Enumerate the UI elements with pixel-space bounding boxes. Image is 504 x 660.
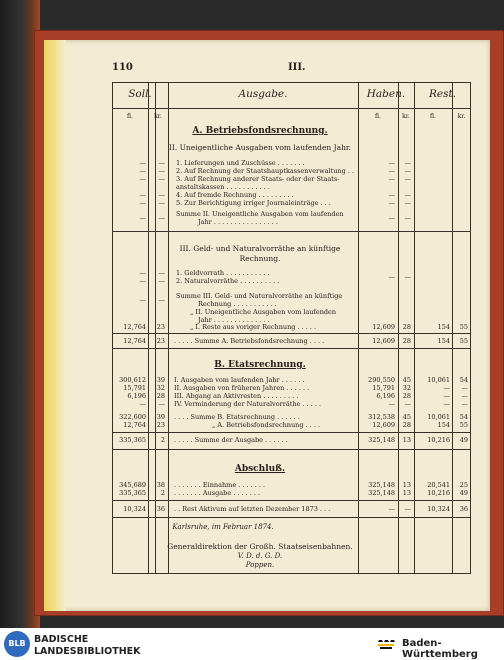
sum-iii-habenkr: 28 — [402, 323, 411, 331]
ledger-row-restkr: — — [461, 384, 468, 392]
sum-b-a-haben: 12,609 — [372, 421, 395, 429]
unit-fl: fl. — [127, 113, 133, 120]
ledger-row-text: III. Abgang an Aktivresten . . . . . . . . . — [174, 392, 299, 400]
ledger-item-habenkr: — — [404, 159, 411, 167]
row-rule — [112, 500, 471, 501]
sum-ii-soll: — — [139, 214, 146, 222]
sum-b-a-soll: 12,764 — [123, 421, 146, 429]
row-rule — [112, 517, 471, 518]
ledger-item-sollkr: — — [158, 175, 165, 183]
sum-b-a-label: „ A. Betriebsfondsrechnung . . . . — [212, 421, 321, 429]
einnahme-rest: 20,541 — [427, 481, 450, 489]
iii-item: 1. Geldvorrath . . . . . . . . . . . — [176, 269, 270, 277]
einnahme-sollkr: 38 — [156, 481, 165, 489]
ledger-row-rest: — — [443, 400, 450, 408]
dash: — — [404, 505, 411, 513]
sum-ii-sollkr: — — [158, 214, 165, 222]
ausgabe-soll: 335,365 — [119, 489, 146, 497]
ledger-item-text: anstaltskassen . . . . . . . . . . . — [176, 183, 270, 191]
row-rule — [112, 333, 471, 334]
total-soll: 335,365 — [119, 436, 146, 444]
ledger-item-haben: — — [388, 159, 395, 167]
ledger-item-haben: — — [388, 199, 395, 207]
ledger-item-text: 3. Auf Rechnung anderer Staats- oder der Staats- — [176, 175, 340, 183]
sign-line1: V. D. d. G. D. — [237, 552, 283, 560]
ledger-item-text: 4. Auf fremde Rechnung . . . . . . . . . — [176, 191, 294, 199]
sum-iii-label: Jahr . . . . . . . . . . . . . . — [198, 316, 270, 324]
sum-a-sollkr: 23 — [156, 337, 165, 345]
ledger-row-sollkr: 39 — [156, 376, 165, 384]
sum-ii-label: Summe II. Uneigentliche Ausgaben vom laufenden — [176, 210, 344, 218]
ledger-row-soll: 300,612 — [119, 376, 146, 384]
col-head-soll: Soll. — [128, 88, 152, 100]
ledger-row-soll: 6,196 — [127, 392, 146, 400]
ledger-item-text: 2. Auf Rechnung der Staatshauptkassenverwaltung . . — [176, 167, 355, 175]
ledger-row-sollkr: 32 — [156, 384, 165, 392]
ledger-row-haben: 290,550 — [368, 376, 395, 384]
ledger-row-habenkr: — — [404, 400, 411, 408]
sum-iii-label: „ I. Reste aus voriger Rechnung . . . . . — [190, 323, 317, 331]
dash: — — [388, 505, 395, 513]
rest-aktivum-restkr: 36 — [459, 505, 468, 513]
col-head-haben: Haben. — [366, 88, 406, 100]
ledger-item-soll: — — [139, 167, 146, 175]
ledger-item-soll: — — [139, 191, 146, 199]
sum-b-a-habenkr: 28 — [402, 421, 411, 429]
sum-iii-haben: 12,609 — [372, 323, 395, 331]
einnahme-restkr: 25 — [459, 481, 468, 489]
sum-a-restkr: 55 — [459, 337, 468, 345]
dash: — — [139, 296, 146, 304]
section-a-title: A. Betriebsfondsrechnung. — [192, 126, 328, 136]
sum-b-restkr: 54 — [459, 413, 468, 421]
sum-b-label: . . . . Summe B. Etatsrechnung . . . . . . — [174, 413, 300, 421]
ledger-item-text: 1. Lieferungen und Zuschüsse . . . . . . . — [176, 159, 305, 167]
ledger-row-restkr: 54 — [459, 376, 468, 384]
sum-a-haben: 12,609 — [372, 337, 395, 345]
page-number: 110 — [112, 62, 133, 73]
ledger-row-rest: — — [443, 392, 450, 400]
ledger-item-habenkr: — — [404, 199, 411, 207]
ledger-item-sollkr: — — [158, 199, 165, 207]
ledger-row-soll: — — [139, 400, 146, 408]
total-haben: 325,148 — [368, 436, 395, 444]
sum-b-sollkr: 39 — [156, 413, 165, 421]
library-name-1: BADISCHE — [34, 634, 89, 645]
einnahme-habenkr: 13 — [402, 481, 411, 489]
dash: — — [158, 296, 165, 304]
ledger-item-habenkr: — — [404, 191, 411, 199]
section-a-iii-title: III. Geld- und Naturalvorräthe an künftige — [179, 244, 341, 253]
row-rule — [112, 348, 471, 349]
sign-office: Generaldirektion der Großh. Staatseisenbahnen. — [167, 542, 353, 551]
dash: — — [139, 269, 146, 277]
ledger-item-soll: — — [139, 199, 146, 207]
ledger-item-soll: — — [139, 159, 146, 167]
ledger-row-habenkr: 28 — [402, 392, 411, 400]
dash: — — [158, 269, 165, 277]
ledger-row-sollkr: — — [158, 400, 165, 408]
rest-aktivum-label: . . Rest Aktivum auf letzten Dezember 1873 . . . — [174, 505, 331, 513]
total-restkr: 49 — [459, 436, 468, 444]
sum-b-habenkr: 45 — [402, 413, 411, 421]
sum-ii-habenkr: — — [404, 214, 411, 222]
ledger-row-text: II. Ausgaben von früheren Jahren . . . . . . — [174, 384, 310, 392]
ledger-item-habenkr: — — [404, 175, 411, 183]
sum-b-soll: 322,600 — [119, 413, 146, 421]
ausgabe-haben: 325,148 — [368, 489, 395, 497]
ledger-row-rest: — — [443, 384, 450, 392]
rest-aktivum-soll: 10,324 — [123, 505, 146, 513]
rest-aktivum-sollkr: 36 — [156, 505, 165, 513]
col-head-rest: Rest. — [428, 88, 457, 100]
col-head-ausgabe: Ausgabe. — [238, 88, 288, 100]
total-sollkr: 2 — [160, 436, 165, 444]
unit-kr: kr. — [457, 113, 466, 120]
ledger-row-habenkr: 32 — [402, 384, 411, 392]
rest-aktivum-rest: 10,324 — [427, 505, 450, 513]
ausgabe-rest: 10,216 — [427, 489, 450, 497]
einnahme-haben: 325,148 — [368, 481, 395, 489]
unit-fl: fl. — [375, 113, 381, 120]
sign-place: Karlsruhe, im Februar 1874. — [172, 523, 274, 531]
total-habenkr: 13 — [402, 436, 411, 444]
ledger-row-haben: 6,196 — [376, 392, 395, 400]
section-b-title: B. Etatsrechnung. — [214, 360, 306, 370]
sum-a-rest: 154 — [437, 337, 450, 345]
ausgabe-restkr: 49 — [459, 489, 468, 497]
page-gutter-edge — [44, 40, 66, 611]
sum-ii-haben: — — [388, 214, 395, 222]
sum-iii-label: „ II. Uneigentliche Ausgaben vom laufenden — [190, 308, 337, 316]
dash: — — [388, 273, 395, 281]
bw-crest-icon — [376, 635, 396, 651]
ledger-row-restkr: — — [461, 392, 468, 400]
section-a-ii-title: II. Uneigentliche Ausgaben vom laufenden Jahr. — [168, 143, 352, 152]
sum-a-label: . . . . . Summe A. Betriebsfondsrechnung . . . . — [174, 337, 325, 345]
total-label: . . . . . Summe der Ausgabe . . . . . . — [174, 436, 288, 444]
einnahme-label: . . . . . . . Einnahme . . . . . . . — [174, 481, 266, 489]
sum-b-rest: 10,061 — [427, 413, 450, 421]
dash: — — [158, 277, 165, 285]
ledger-row-soll: 15,791 — [123, 384, 146, 392]
sum-ii-label-cont: Jahr . . . . . . . . . . . . . . . . — [198, 218, 278, 226]
ledger-row-text: IV. Verminderung der Naturalvorräthe . . . . . — [174, 400, 322, 408]
ledger-item-sollkr: — — [158, 191, 165, 199]
sum-b-haben: 312,538 — [368, 413, 395, 421]
unit-kr: kr. — [154, 113, 162, 120]
iii-item: 2. Naturalvorräthe . . . . . . . . . . — [176, 277, 280, 285]
dash: — — [404, 273, 411, 281]
total-rest: 10,216 — [427, 436, 450, 444]
blb-logo: BLB — [4, 631, 30, 657]
ledger-row-restkr: — — [461, 400, 468, 408]
ledger-row-habenkr: 45 — [402, 376, 411, 384]
section-a-iii-title-cont: Rechnung. — [239, 254, 281, 263]
sum-iii-label: Summe III. Geld- und Naturalvorräthe an künftige — [176, 292, 343, 300]
row-rule — [112, 449, 471, 450]
ledger-item-haben: — — [388, 175, 395, 183]
ledger-item-habenkr: — — [404, 167, 411, 175]
sum-iii-sollkr: 23 — [156, 323, 165, 331]
sum-iii-label: Rechnung . . . . . . . . . . . — [198, 300, 277, 308]
sum-b-a-sollkr: 23 — [156, 421, 165, 429]
unit-fl: fl. — [430, 113, 436, 120]
sign-name: Poppen. — [245, 561, 275, 569]
einnahme-soll: 345,689 — [119, 481, 146, 489]
page-section: III. — [288, 62, 306, 73]
dash: — — [139, 277, 146, 285]
ledger-row-haben: 15,791 — [372, 384, 395, 392]
sum-iii-rest: 154 — [437, 323, 450, 331]
ausgabe-sollkr: 2 — [160, 489, 165, 497]
ledger-row-sollkr: 28 — [156, 392, 165, 400]
abschluss-title: Abschluß. — [234, 464, 286, 474]
sum-a-soll: 12,764 — [123, 337, 146, 345]
unit-kr: kr. — [402, 113, 410, 120]
sum-a-habenkr: 28 — [402, 337, 411, 345]
ausgabe-habenkr: 13 — [402, 489, 411, 497]
ledger-row-text: I. Ausgaben vom laufenden Jahr . . . . . . — [174, 376, 305, 384]
header-rule — [112, 108, 471, 109]
ledger-item-haben: — — [388, 167, 395, 175]
library-name-2: LANDESBIBLIOTHEK — [34, 646, 141, 657]
state-name: Baden-Württemberg — [402, 638, 478, 660]
ausgabe-label: . . . . . . . Ausgabe . . . . . . . — [174, 489, 261, 497]
ledger-item-sollkr: — — [158, 159, 165, 167]
ledger-item-text: 5. Zur Berichtigung irriger Journaleinträge . . . — [176, 199, 331, 207]
ledger-item-haben: — — [388, 191, 395, 199]
sum-iii-soll: 12,764 — [123, 323, 146, 331]
ledger-row-haben: — — [388, 400, 395, 408]
ledger-row-rest: 10,061 — [427, 376, 450, 384]
ledger-item-sollkr: — — [158, 167, 165, 175]
row-rule — [112, 432, 471, 433]
ledger-item-soll: — — [139, 175, 146, 183]
sum-b-a-restkr: 55 — [459, 421, 468, 429]
sum-b-a-rest: 154 — [437, 421, 450, 429]
row-rule — [112, 231, 471, 232]
sum-iii-restkr: 55 — [459, 323, 468, 331]
